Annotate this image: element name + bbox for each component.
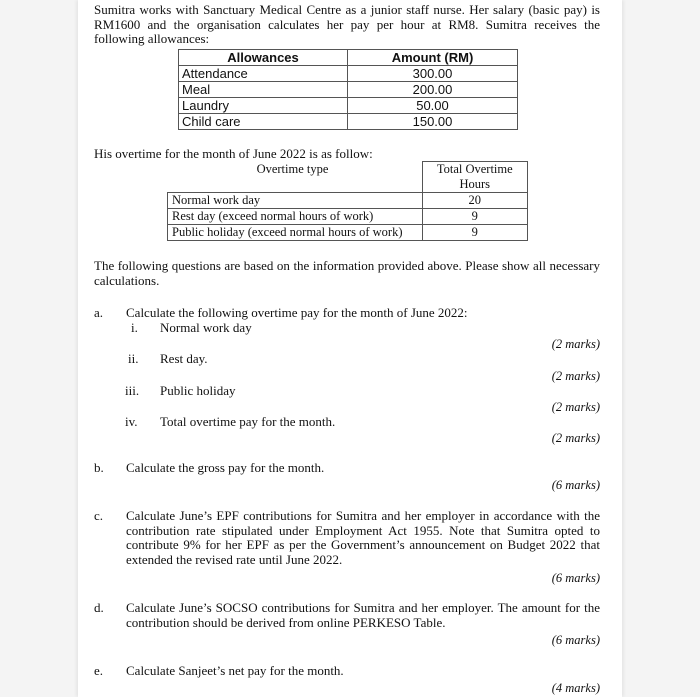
overtime-type: Normal work day xyxy=(168,193,423,209)
question-c-text: Calculate June’s EPF contributions for Sumitra and her employer in accordance with the contribution rate stipulated under Employment Act 1955. Note that Sumitra opted to contribute 9% for her EPF as per the Government’s announcement on Budget 2022 that extended the revised rate until June 2022. xyxy=(126,508,600,567)
table-row xyxy=(179,82,518,98)
allowance-name: Child care xyxy=(179,114,348,130)
header-overtime-type: Overtime type xyxy=(168,162,423,193)
overtime-hours: 9 xyxy=(422,225,528,241)
allowance-amount: 300.00 xyxy=(348,66,518,82)
marks-label: (6 marks) xyxy=(551,571,600,585)
question-a-label: a. xyxy=(94,305,104,320)
question-d-label: d. xyxy=(94,600,104,615)
allowance-amount: 50.00 xyxy=(348,98,518,114)
table-row xyxy=(168,193,528,209)
table-row xyxy=(179,66,518,82)
table-row xyxy=(179,98,518,114)
allowance-name: Meal xyxy=(179,82,348,98)
overtime-type: Rest day (exceed normal hours of work) xyxy=(168,209,423,225)
overtime-hours: 20 xyxy=(422,193,528,209)
allowance-amount: 200.00 xyxy=(348,82,518,98)
allowance-amount: 150.00 xyxy=(348,114,518,130)
page-margin-left xyxy=(0,0,78,697)
marks-label: (2 marks) xyxy=(551,337,600,351)
subquestion-label: ii. xyxy=(128,351,139,366)
marks-label: (4 marks) xyxy=(551,681,600,695)
allowance-name: Attendance xyxy=(179,66,348,82)
question-b-text: Calculate the gross pay for the month. xyxy=(126,460,325,475)
question-e-label: e. xyxy=(94,663,104,678)
subquestion-label: i. xyxy=(131,320,138,335)
question-a-text: Calculate the following overtime pay for the month of June 2022: xyxy=(126,305,468,320)
marks-label: (6 marks) xyxy=(551,478,600,492)
overtime-intro: His overtime for the month of June 2022 is as follow: xyxy=(94,146,373,161)
question-e-text: Calculate Sanjeet’s net pay for the month. xyxy=(126,663,344,678)
table-row xyxy=(179,114,518,130)
subquestion-label: iv. xyxy=(125,414,138,429)
marks-label: (2 marks) xyxy=(551,400,600,414)
subquestion-text: Normal work day xyxy=(160,320,252,335)
header-amount: Amount (RM) xyxy=(348,50,518,66)
header-allowances: Allowances xyxy=(179,50,348,66)
table-header-row xyxy=(168,162,528,193)
allowance-name: Laundry xyxy=(179,98,348,114)
marks-label: (2 marks) xyxy=(551,369,600,383)
marks-label: (6 marks) xyxy=(551,633,600,647)
intro-paragraph: Sumitra works with Sanctuary Medical Centre as a junior staff nurse. Her salary (basic pay) is RM1600 and the organisation calculates her pay per hour at RM8. Sumitra receives the following allowances: xyxy=(94,2,600,46)
overtime-type: Public holiday (exceed normal hours of work) xyxy=(168,225,423,241)
overtime-table xyxy=(167,161,528,241)
page-margin-right xyxy=(622,0,700,697)
subquestion-text: Total overtime pay for the month. xyxy=(160,414,336,429)
question-d-text: Calculate June’s SOCSO contributions for Sumitra and her employer. The amount for the contribution should be derived from online PERKESO Table. xyxy=(126,600,600,630)
question-c-label: c. xyxy=(94,508,104,523)
subquestion-text: Public holiday xyxy=(160,383,236,398)
subquestion-label: iii. xyxy=(125,383,140,398)
table-header-row xyxy=(179,50,518,66)
allowances-table xyxy=(178,49,518,130)
marks-label: (2 marks) xyxy=(551,431,600,445)
header-total-hours: Total Overtime Hours xyxy=(422,162,528,193)
table-row xyxy=(168,209,528,225)
question-b-label: b. xyxy=(94,460,104,475)
instructions-paragraph: The following questions are based on the information provided above. Please show all necessary calculations. xyxy=(94,258,600,288)
subquestion-text: Rest day. xyxy=(160,351,208,366)
overtime-hours: 9 xyxy=(422,209,528,225)
table-row xyxy=(168,225,528,241)
